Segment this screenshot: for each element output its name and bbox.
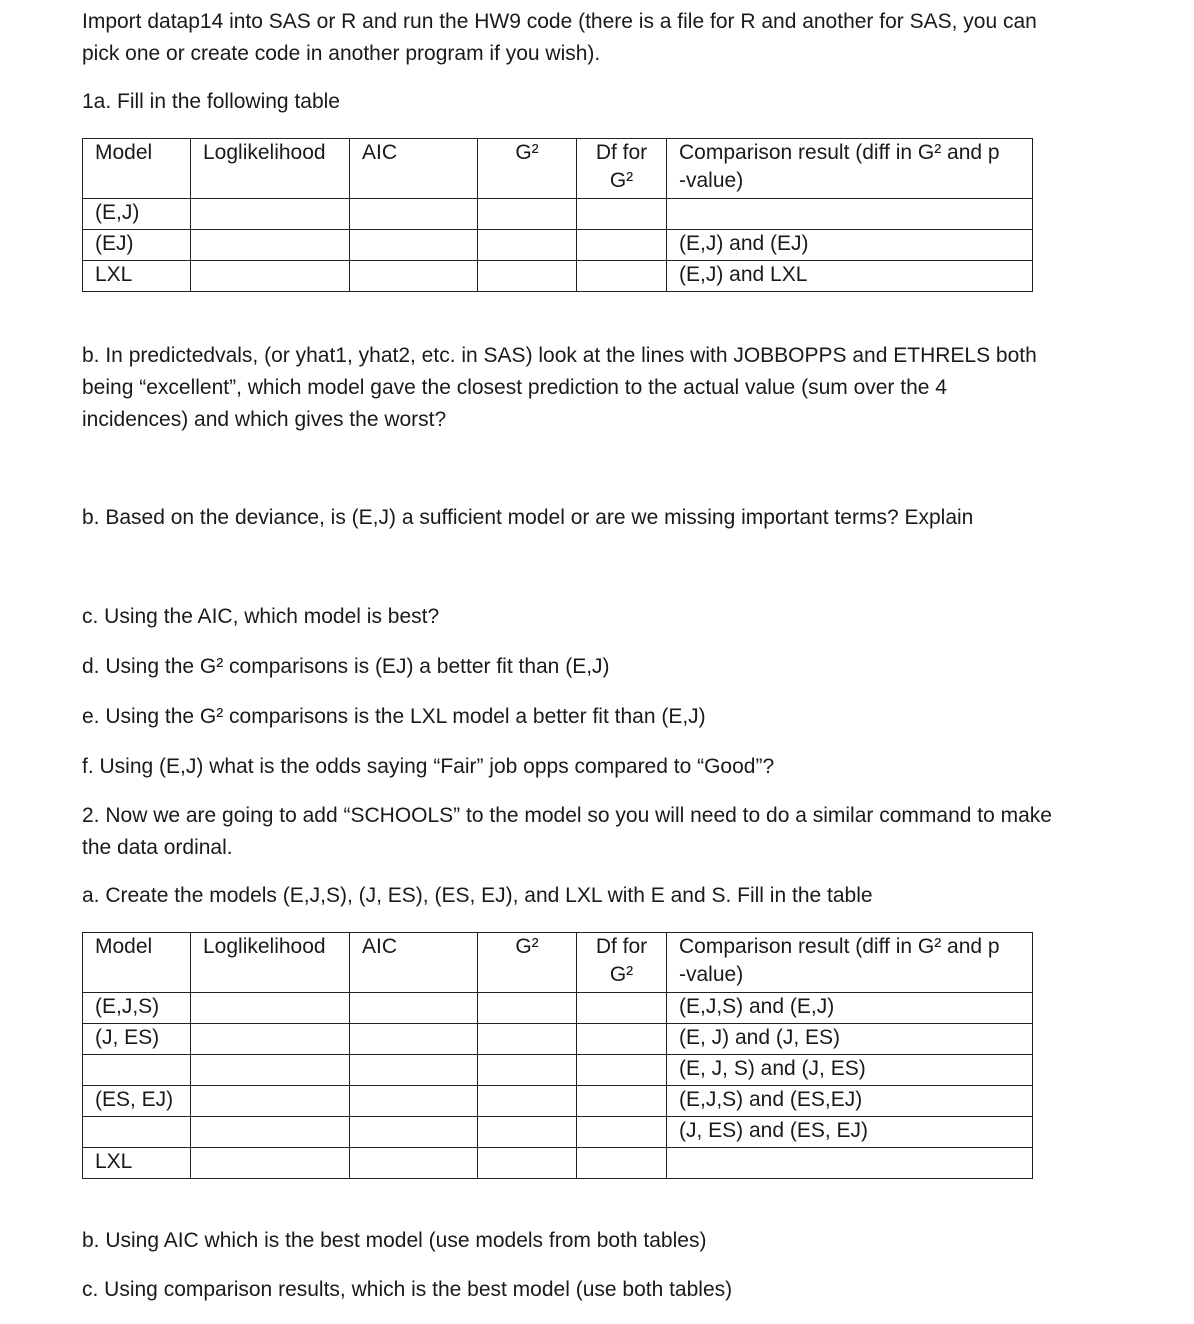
- aic-cell[interactable]: [350, 230, 478, 261]
- df-cell[interactable]: [577, 1148, 667, 1179]
- aic-cell[interactable]: [350, 1086, 478, 1117]
- comparison-cell[interactable]: (E,J,S) and (ES,EJ): [667, 1086, 1033, 1117]
- question-1a: 1a. Fill in the following table: [82, 90, 340, 113]
- header-df-line-1: Df for: [595, 141, 648, 164]
- g2-cell[interactable]: [478, 1055, 577, 1086]
- header-comparison-line-2: -value): [679, 169, 744, 192]
- aic-cell[interactable]: [350, 1055, 478, 1086]
- df-cell[interactable]: [577, 993, 667, 1024]
- header-comparison-line-1: Comparison result (diff in G² and p: [679, 141, 1000, 164]
- table-row: [83, 993, 1033, 1024]
- table-row: [83, 1024, 1033, 1055]
- intro-text: [82, 6, 1037, 70]
- loglikelihood-cell[interactable]: [191, 230, 350, 261]
- header-comparison: [667, 933, 1033, 993]
- table-row: [83, 1148, 1033, 1179]
- model-cell: (EJ): [83, 230, 191, 261]
- question-1b-deviance: b. Based on the deviance, is (E,J) a sufficient model or are we missing important terms? Explain: [82, 506, 974, 529]
- g2-cell[interactable]: [478, 1117, 577, 1148]
- loglikelihood-cell[interactable]: [191, 261, 350, 292]
- df-cell[interactable]: [577, 199, 667, 230]
- question-1c: c. Using the AIC, which model is best?: [82, 605, 440, 628]
- df-cell[interactable]: [577, 1024, 667, 1055]
- question-2-line-2: the data ordinal.: [82, 836, 233, 859]
- table-row: [83, 261, 1033, 292]
- question-1b-line-1: b. In predictedvals, (or yhat1, yhat2, etc. in SAS) look at the lines with JOBBOPPS and ETHRELS both: [82, 344, 1037, 367]
- header-df: [577, 933, 667, 993]
- aic-cell[interactable]: [350, 993, 478, 1024]
- header-model: Model: [83, 933, 191, 993]
- question-1b-predicted: [82, 340, 1037, 436]
- table-2: [82, 932, 1033, 1179]
- header-comparison-line-1: Comparison result (diff in G² and p: [679, 935, 1000, 958]
- comparison-cell[interactable]: (E,J) and LXL: [667, 261, 1033, 292]
- aic-cell[interactable]: [350, 199, 478, 230]
- g2-cell[interactable]: [478, 1148, 577, 1179]
- header-comparison-line-2: -value): [679, 963, 744, 986]
- g2-cell[interactable]: [478, 199, 577, 230]
- model-cell: (ES, EJ): [83, 1086, 191, 1117]
- aic-cell[interactable]: [350, 1148, 478, 1179]
- header-aic: AIC: [350, 933, 478, 993]
- table-row: [83, 1086, 1033, 1117]
- loglikelihood-cell[interactable]: [191, 993, 350, 1024]
- df-cell[interactable]: [577, 261, 667, 292]
- intro-line-1: Import datap14 into SAS or R and run the HW9 code (there is a file for R and another for SAS, you can: [82, 10, 1037, 33]
- question-2b: b. Using AIC which is the best model (use models from both tables): [82, 1229, 707, 1252]
- table-row: [83, 1055, 1033, 1086]
- table-row: [83, 1117, 1033, 1148]
- question-1f: f. Using (E,J) what is the odds saying “Fair” job opps compared to “Good”?: [82, 755, 775, 778]
- model-cell: (E,J,S): [83, 993, 191, 1024]
- header-g2: G²: [478, 933, 577, 993]
- header-model: Model: [83, 139, 191, 199]
- loglikelihood-cell[interactable]: [191, 1055, 350, 1086]
- table-row: [83, 199, 1033, 230]
- model-cell: (E,J): [83, 199, 191, 230]
- header-aic: AIC: [350, 139, 478, 199]
- loglikelihood-cell[interactable]: [191, 1024, 350, 1055]
- header-df: [577, 139, 667, 199]
- loglikelihood-cell[interactable]: [191, 199, 350, 230]
- table-1: [82, 138, 1033, 292]
- g2-cell[interactable]: [478, 1086, 577, 1117]
- aic-cell[interactable]: [350, 1024, 478, 1055]
- df-cell[interactable]: [577, 230, 667, 261]
- g2-cell[interactable]: [478, 230, 577, 261]
- comparison-cell[interactable]: (E,J) and (EJ): [667, 230, 1033, 261]
- table-1-header-row: [83, 139, 1033, 199]
- table-2-header-row: [83, 933, 1033, 993]
- table-row: [83, 230, 1033, 261]
- df-cell[interactable]: [577, 1055, 667, 1086]
- comparison-cell[interactable]: (E, J) and (J, ES): [667, 1024, 1033, 1055]
- intro-line-2: pick one or create code in another program if you wish).: [82, 42, 601, 65]
- model-cell: [83, 1117, 191, 1148]
- question-1d: d. Using the G² comparisons is (EJ) a better fit than (E,J): [82, 655, 610, 678]
- df-cell[interactable]: [577, 1086, 667, 1117]
- comparison-cell[interactable]: (J, ES) and (ES, EJ): [667, 1117, 1033, 1148]
- header-g2: G²: [478, 139, 577, 199]
- header-loglikelihood: Loglikelihood: [191, 933, 350, 993]
- loglikelihood-cell[interactable]: [191, 1117, 350, 1148]
- df-cell[interactable]: [577, 1117, 667, 1148]
- model-cell: (J, ES): [83, 1024, 191, 1055]
- model-cell: LXL: [83, 261, 191, 292]
- question-2c: c. Using comparison results, which is the best model (use both tables): [82, 1278, 733, 1301]
- loglikelihood-cell[interactable]: [191, 1086, 350, 1117]
- question-2a: a. Create the models (E,J,S), (J, ES), (ES, EJ), and LXL with E and S. Fill in the table: [82, 884, 873, 907]
- comparison-cell[interactable]: (E, J, S) and (J, ES): [667, 1055, 1033, 1086]
- question-2: [82, 800, 1052, 864]
- header-comparison: [667, 139, 1033, 199]
- aic-cell[interactable]: [350, 261, 478, 292]
- model-cell: LXL: [83, 1148, 191, 1179]
- question-1b-line-2: being “excellent”, which model gave the closest prediction to the actual value (sum over the 4: [82, 376, 947, 399]
- header-loglikelihood: Loglikelihood: [191, 139, 350, 199]
- question-2-line-1: 2. Now we are going to add “SCHOOLS” to the model so you will need to do a similar command to make: [82, 804, 1052, 827]
- aic-cell[interactable]: [350, 1117, 478, 1148]
- g2-cell[interactable]: [478, 1024, 577, 1055]
- comparison-cell[interactable]: (E,J,S) and (E,J): [667, 993, 1033, 1024]
- comparison-cell[interactable]: [667, 1148, 1033, 1179]
- question-1b-line-3: incidences) and which gives the worst?: [82, 408, 447, 431]
- header-df-line-1: Df for: [595, 935, 648, 958]
- comparison-cell[interactable]: [667, 199, 1033, 230]
- header-df-line-2: G²: [609, 169, 634, 192]
- model-cell: [83, 1055, 191, 1086]
- question-1e: e. Using the G² comparisons is the LXL model a better fit than (E,J): [82, 705, 706, 728]
- loglikelihood-cell[interactable]: [191, 1148, 350, 1179]
- g2-cell[interactable]: [478, 993, 577, 1024]
- g2-cell[interactable]: [478, 261, 577, 292]
- header-df-line-2: G²: [609, 963, 634, 986]
